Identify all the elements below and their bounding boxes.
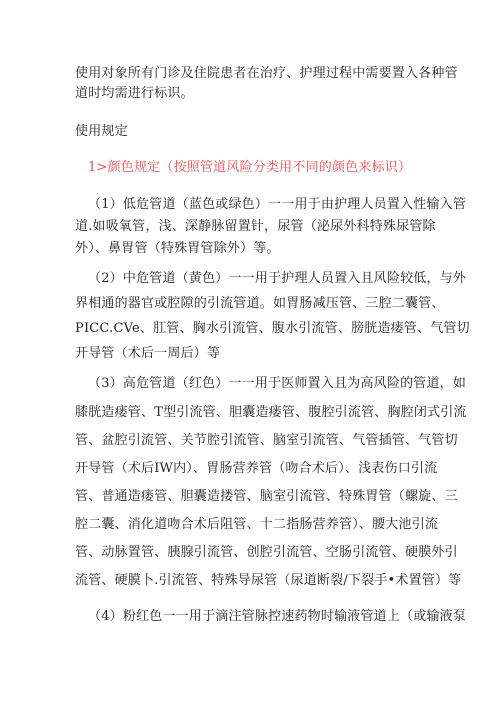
item2-line-2: 界相通的器官或腔隙的引流管道。如胃肠减压管、三腔二囊管、 [75, 296, 445, 311]
item2-line-1: （2）中危管道（黄色）一一用于护理人员置入且风险较低，与外 [88, 271, 467, 286]
item3-line-2: 膝胱造瘘管、T型引流管、胆囊造瘘管、腹腔引流管、胸腔闭式引流 [75, 405, 467, 420]
intro-line-2: 道时均需进行标识。 [75, 86, 194, 101]
item2-line-4: 开导管（术后一周后）等 [75, 346, 221, 361]
item1-line-2: 道.如吸氧管，浅、深静脉留置针，尿管（泌尿外科特殊尿管除 [75, 219, 436, 234]
intro-line-1: 使用对象所有门诊及住院患者在治疗、护理过程中需要置入各种管 [75, 66, 458, 81]
item1-line-3: 外）、鼻胃管（特殊胃管除外）等。 [75, 241, 280, 256]
item3-line-3: 管、盆腔引流管、关节腔引流管、脑室引流管、气管插管、气管切 [75, 433, 458, 448]
item3-line-1: （3）高危管道（红色）一一用于医师置入且为高风险的管道，如 [88, 376, 467, 391]
rule1-heading: 1>颜色规定（按照管道风险分类用不同的颜色来标识） [88, 160, 412, 175]
section-title: 使用规定 [75, 124, 128, 139]
item2-line-3: PICC.CVe、肛管、胸水引流管、腹水引流管、膀胱造瘘管、气管切 [75, 321, 470, 336]
item1-line-1: （1）低危管道（蓝色或绿色）一一用于由护理人员置入性输入管 [88, 197, 467, 212]
item3-line-8: 流管、硬膜卜.引流管、特殊导尿管（尿道断裂/下裂手•术置管）等 [75, 573, 462, 588]
item3-line-7: 管、动脉置管、胰腺引流管、创腔引流管、空肠引流管、硬膜外引 [75, 545, 458, 560]
item4-line-1: （4）粉红色一一用于滴注管脉控速药物时输液管道上（或输液泵 [88, 609, 467, 624]
item3-line-5: 管、普通造瘘管、胆囊造搂管、脑室引流管、特殊胃管（螺旋、三 [75, 489, 458, 504]
item3-line-6: 腔二囊、消化道吻合术后阻管、十二指肠营养管）、腰大池引流 [75, 517, 439, 532]
item3-line-4: 开导管（术后IW内）、胃肠营养管（吻合术后）、浅表伤口引流 [75, 461, 438, 476]
